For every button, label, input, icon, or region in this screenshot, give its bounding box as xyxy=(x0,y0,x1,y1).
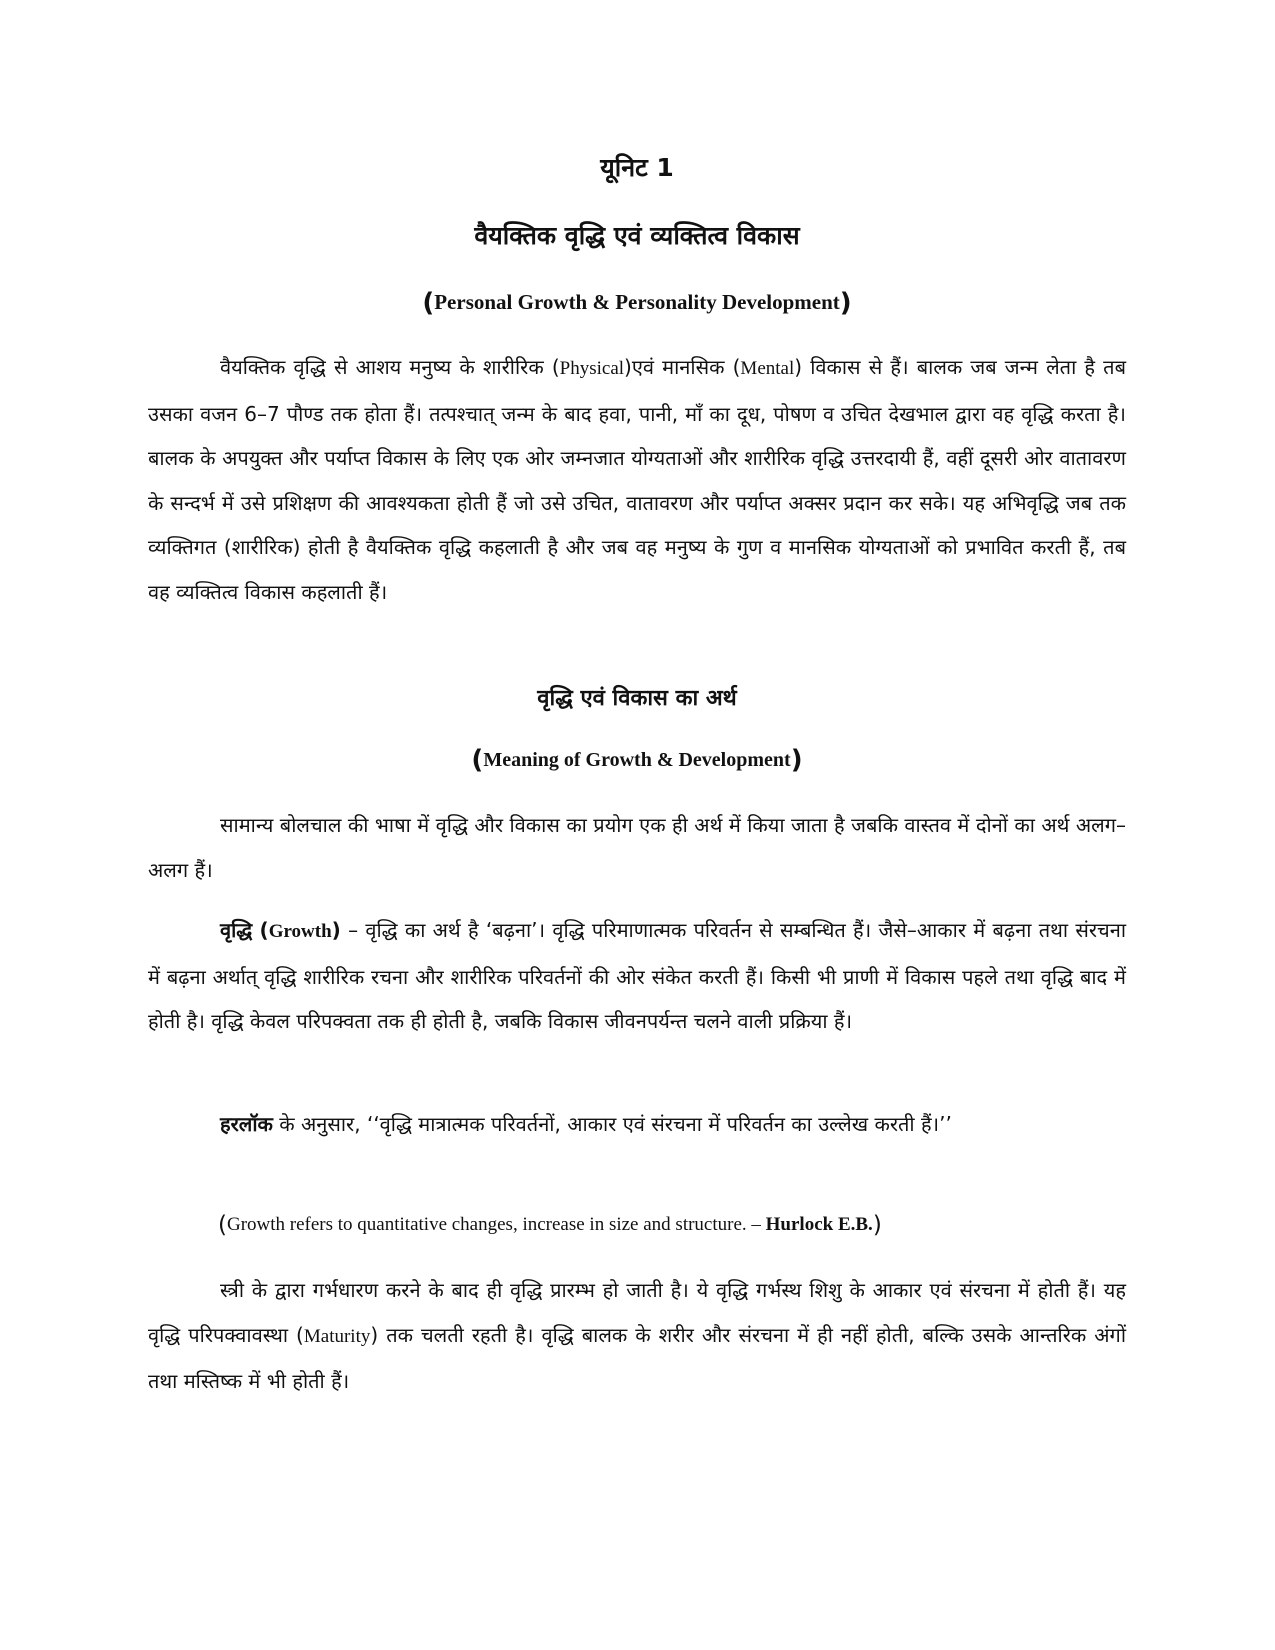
english-quote-author: Hurlock E.B. xyxy=(765,1214,873,1235)
open-paren: ( xyxy=(422,288,435,318)
para5-text-2: ) तक चलती रहती है। वृद्धि बालक के शरीर और संरचना में ही नहीं होती, बल्कि उसके आन्तरिक अंगों तथा मस्तिष्क में भी होती हैं। xyxy=(148,1322,1126,1393)
growth-term-english: Growth xyxy=(268,921,332,942)
close-paren: ) xyxy=(872,1212,882,1238)
growth-term-english-wrap: (Growth) xyxy=(259,918,341,942)
hurlock-name: हरलॉक xyxy=(220,1112,273,1136)
open-paren: ( xyxy=(218,1212,227,1238)
para1-text-3: ) विकास से हैं। बालक जब जन्म लेता है तब उसका वजन 6–7 पौण्ड तक होता हैं। तत्पश्चात् जन्म के बाद हवा, पानी, माँ का दूध, पोषण व उचित देखभाल द्वारा वह वृद्धि करता है। बालक के अपयुक्त और पर्याप्त विकास के लिए एक ओर जम्नजात योग्यताओं और शारीरिक वृद्धि उत्तरदायी हैं, वहीं दूसरी ओर वातावरण के सन्दर्भ में उसे प्रशिक्षण की आवश्यकता होती हैं जो उसे उचित, वातावरण और पर्याप्त अक्सर प्रदान कर सके। यह अभिवृद्धि जब तक व्यक्तिगत (शारीरिक) होती है वैयक्तिक वृद्धि कहलाती है और जब वह मनुष्य के गुण व मानसिक योग्यताओं को प्रभावित करती हैं, तब वह व्यक्तित्व विकास कहलाती हैं। xyxy=(148,355,1126,604)
close-paren: ) xyxy=(839,288,852,318)
paragraph-personal-growth xyxy=(148,345,1126,614)
close-paren: ) xyxy=(790,745,803,775)
para1-text-1: वैयक्तिक वृद्धि से आशय मनुष्य के शारीरिक ( xyxy=(220,355,560,379)
document-page xyxy=(148,0,1126,1650)
section-subtitle-english xyxy=(148,745,1126,775)
para1-english-physical: Physical xyxy=(559,358,625,379)
paragraph-hurlock-quote xyxy=(148,1102,1126,1147)
para1-english-mental: Mental xyxy=(740,358,795,379)
growth-term: वृद्धि xyxy=(220,918,253,942)
growth-definition-text: – वृद्धि का अर्थ है ‘बढ़ना’। वृद्धि परिमाणात्मक परिवर्तन से सम्बन्धित हैं। जैसे–आकार में बढ़ना तथा संरचना में बढ़ना अर्थात् वृद्धि शारीरिक रचना और शारीरिक परिवर्तनों की ओर संकेत करती हैं। किसी भी प्राणी में विकास पहले तथा वृद्धि बाद में होती है। वृद्धि केवल परिपक्वता तक ही होती है, जबकि विकास जीवनपर्यन्त चलने वाली प्रक्रिया हैं। xyxy=(148,918,1127,1033)
chapter-title: वैयक्तिक वृद्धि एवं व्यक्तित्व विकास xyxy=(474,221,800,250)
para5-english-maturity: Maturity xyxy=(303,1325,371,1347)
paragraph-growth-definition xyxy=(148,908,1126,1044)
hurlock-quote-text: के अनुसार, ‘‘वृद्धि मात्रात्मक परिवर्तनों, आकार एवं संरचना में परिवर्तन का उल्लेख करती हैं।’’ xyxy=(272,1112,952,1136)
para1-text-2: )एवं मानसिक ( xyxy=(624,355,741,379)
section-english-text: Meaning of Growth & Development xyxy=(483,749,791,771)
section-title: वृद्धि एवं विकास का अर्थ xyxy=(537,686,737,711)
paragraph-growth-start xyxy=(148,1268,1126,1404)
open-paren: ( xyxy=(471,745,484,775)
english-quote-text: Growth refers to quantitative changes, increase in size and structure. – xyxy=(226,1214,766,1235)
paragraph-common-usage: सामान्य बोलचाल की भाषा में वृद्धि और विकास का प्रयोग एक ही अर्थ में किया जाता है जबकि वास्तव में दोनों का अर्थ अलग–अलग हैं। xyxy=(148,813,1126,882)
subtitle-english-text: Personal Growth & Personality Development xyxy=(434,290,840,314)
english-quote xyxy=(218,1212,882,1238)
para5-text-1: स्त्री के द्वारा गर्भधारण करने के बाद ही वृद्धि प्रारम्भ हो जाती है। ये वृद्धि गर्भस्थ शिशु के आकार एवं संरचना में होती हैं। यह वृद्धि परिपक्वावस्था ( xyxy=(148,1278,1126,1347)
chapter-subtitle-english xyxy=(148,288,1126,318)
unit-heading: यूनिट 1 xyxy=(600,153,674,182)
